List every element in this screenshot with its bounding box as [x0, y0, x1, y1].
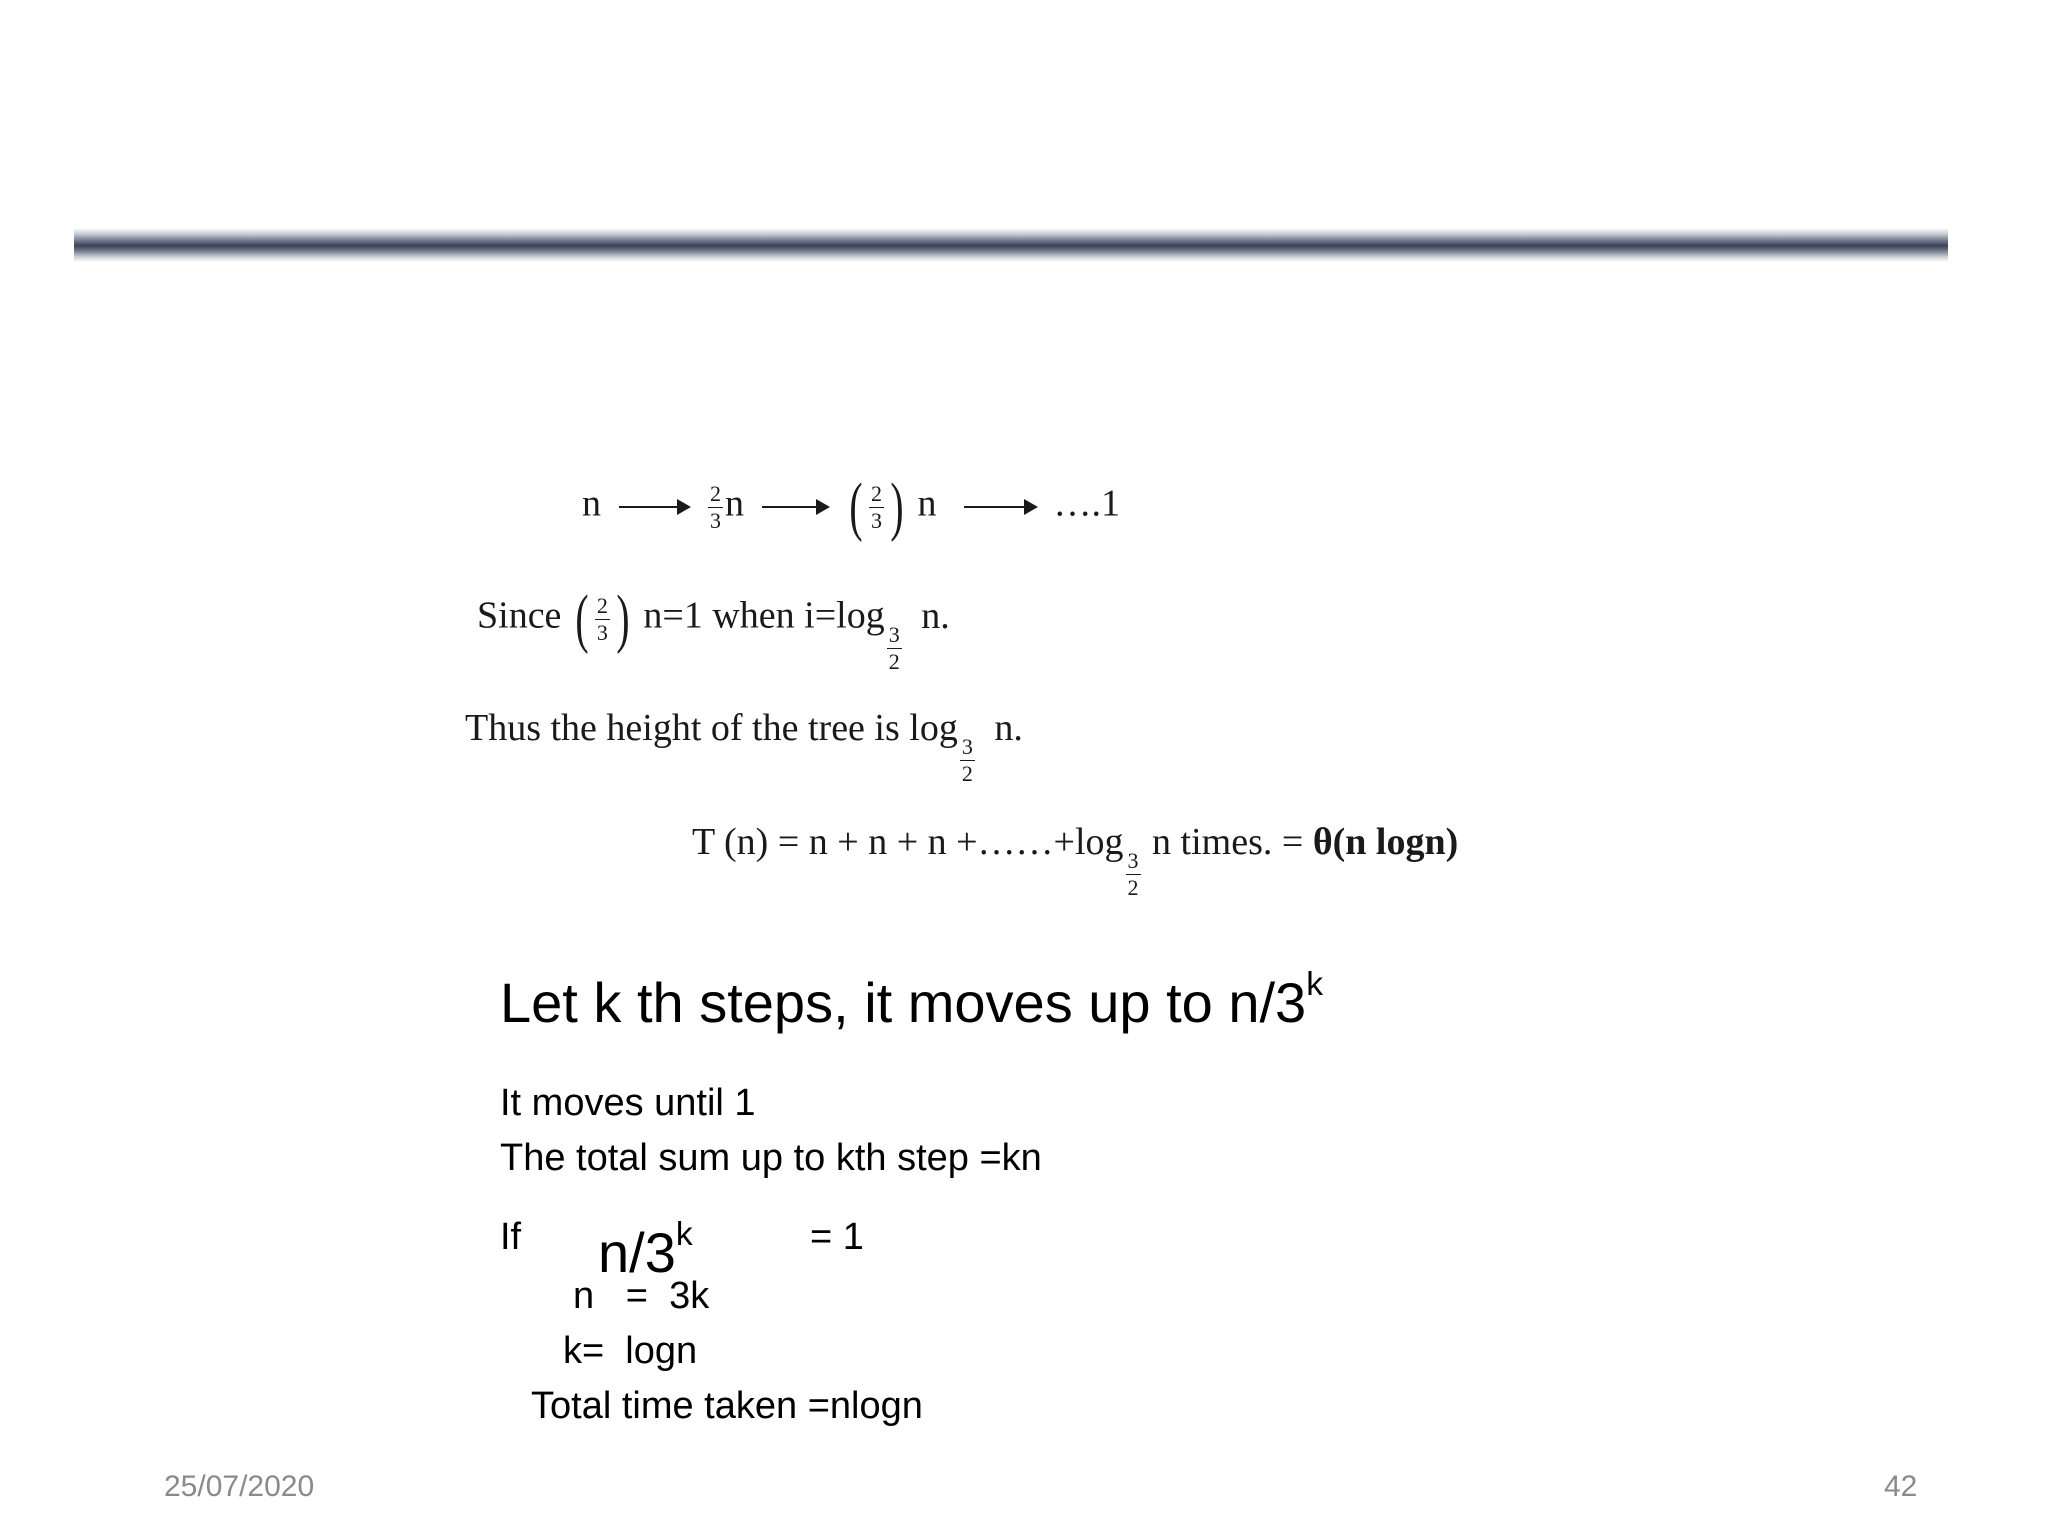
- arrow-icon: [964, 506, 1036, 508]
- right-paren-icon: ): [890, 470, 904, 543]
- arrow-icon: [762, 506, 828, 508]
- date-text: 25/07/2020: [164, 1470, 315, 1503]
- if-text: If: [500, 1216, 522, 1258]
- total-sum-text: The total sum up to kth step =kn: [500, 1137, 1042, 1179]
- fraction: [708, 480, 723, 533]
- since-text: Since: [477, 594, 562, 637]
- total-time-text: Total time taken =nlogn: [531, 1385, 923, 1427]
- fraction-num: 2: [710, 480, 721, 506]
- time-mid: n times. =: [1152, 821, 1304, 863]
- fraction: [595, 592, 610, 645]
- height-text: Thus the height of the tree is log: [465, 707, 958, 749]
- left-paren-icon: (: [575, 582, 589, 655]
- moves-until-text: It moves until 1: [500, 1082, 756, 1124]
- fraction-den: 3: [710, 507, 721, 533]
- fraction: [869, 480, 884, 533]
- kth-step-heading: [500, 966, 1323, 1035]
- if-rhs: [810, 1216, 864, 1259]
- heading-superscript: k: [1306, 966, 1323, 1003]
- time-line: [692, 820, 1458, 899]
- arrow-icon: [619, 506, 689, 508]
- moves-until-line: [500, 1082, 756, 1125]
- fraction-den: 2: [1127, 875, 1139, 900]
- if-expr-text: n/3: [598, 1220, 676, 1284]
- fraction-den: 3: [596, 619, 608, 645]
- since-line: [477, 582, 950, 674]
- page-number-text: 42: [1884, 1470, 1918, 1503]
- height-end: n.: [994, 707, 1023, 749]
- if-expr-superscript: k: [675, 1216, 693, 1253]
- log-base-fraction: [1126, 850, 1141, 899]
- left-paren-icon: (: [849, 470, 863, 543]
- fraction-num: 2: [870, 480, 882, 506]
- slide-number: [1884, 1470, 1917, 1504]
- seq-end: ….1: [1053, 482, 1120, 525]
- footer-date: [164, 1470, 314, 1504]
- heading-text: Let k th steps, it moves up to n/3: [500, 970, 1307, 1034]
- fraction-den: 2: [888, 648, 900, 674]
- title-divider: [74, 228, 1948, 262]
- fraction-num: 3: [1127, 848, 1139, 873]
- fraction-den: 3: [870, 507, 882, 533]
- right-paren-icon: ): [616, 582, 630, 655]
- log-base-fraction: [887, 621, 902, 674]
- time-result: θ(n logn): [1312, 821, 1459, 863]
- fraction-num: 3: [888, 621, 900, 647]
- fraction-num: 2: [596, 592, 608, 618]
- total-sum-line: [500, 1137, 1042, 1180]
- height-line: [465, 706, 1023, 785]
- time-text: T (n) = n + n + n +……+log: [692, 821, 1124, 863]
- seq-n2: n: [725, 482, 744, 525]
- fraction-den: 2: [961, 761, 973, 786]
- sequence-line: [582, 470, 1120, 543]
- n-equation-text: n = 3k: [573, 1275, 710, 1317]
- k-equation-text: k= logn: [563, 1330, 698, 1372]
- k-equation: [563, 1330, 697, 1373]
- since-end: n.: [921, 594, 950, 637]
- if-rhs-text: = 1: [810, 1216, 864, 1258]
- fraction-num: 3: [961, 734, 973, 759]
- total-time-line: [531, 1385, 923, 1428]
- log-base-fraction: [960, 736, 975, 785]
- n-equation: [573, 1275, 709, 1318]
- seq-n: n: [582, 482, 601, 525]
- seq-n3: n: [917, 482, 937, 525]
- if-label: [500, 1216, 521, 1259]
- since-mid: n=1 when i=log: [643, 594, 885, 637]
